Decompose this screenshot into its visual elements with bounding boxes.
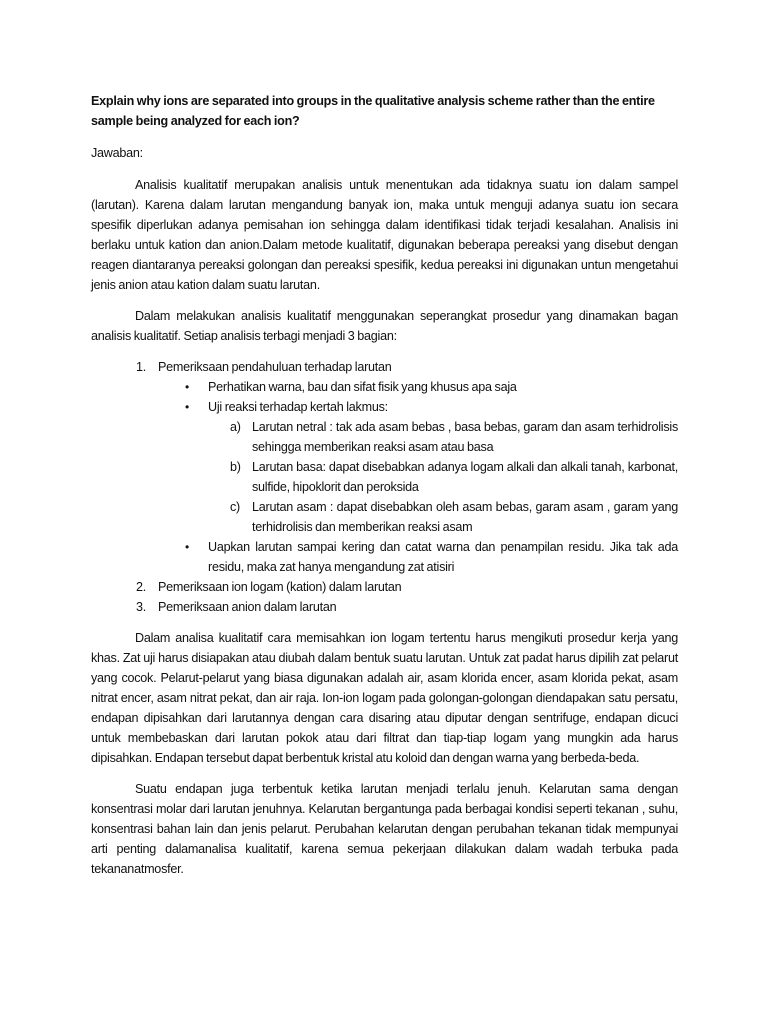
bullet-text: Perhatikan warna, bau dan sifat fisik yang khusus apa saja bbox=[208, 380, 517, 394]
step-label: Pemeriksaan anion dalam larutan bbox=[158, 600, 337, 614]
bullet-text: Uapkan larutan sampai kering dan catat warna dan penampilan residu. Jika tak ada residu, maka zat hanya mengandung zat atisiri bbox=[208, 540, 678, 574]
bullet-icon: • bbox=[185, 400, 189, 414]
step-label: Pemeriksaan pendahuluan terhadap larutan bbox=[158, 360, 392, 374]
paragraph-procedure: Dalam melakukan analisis kualitatif menggunakan seperangkat prosedur yang dinamakan bagan analisis kualitatif. Setiap analisis terbagi menjadi 3 bagian: bbox=[91, 309, 678, 343]
alpha-text: Larutan asam : dapat disebabkan oleh asam bebas, garam asam , garam yang terhidrolisis dan memberikan reaksi asam bbox=[252, 500, 678, 534]
step-item-2 bbox=[91, 577, 678, 597]
analysis-steps-list bbox=[91, 357, 678, 617]
step-marker: 1. bbox=[136, 360, 147, 374]
step-marker: 3. bbox=[136, 600, 147, 614]
step-1-bullets bbox=[158, 377, 678, 577]
step-item-3 bbox=[91, 597, 678, 617]
bullet-icon: • bbox=[185, 540, 189, 554]
paragraph-separation-method: Dalam analisa kualitatif cara memisahkan ion logam tertentu harus mengikuti prosedur kerja yang khas. Zat uji harus disiapakan atau diubah dalam bentuk suatu larutan. Untuk zat padat harus dipilih zat pelarut yang cocok. Pelarut-pelarut yang biasa digunakan adalah air, asam klorida encer, asam klorida pekat, asam nitrat encer, asam nitrat pekat, dan air raja. Ion-ion logam pada golongan-golongan diendapakan satu persatu, endapan dipisahkan dari larutannya dengan cara disaring atau diputar dengan sentrifuge, endapan dicuci untuk membebaskan dari larutan pokok atau dari filtrat dan tiap-tiap logam yang mungkin ada harus dipisahkan. Endapan tersebut dapat berbentuk kristal atu koloid dan dengan warna yang berbeda-beda. bbox=[91, 631, 678, 765]
alpha-marker: c) bbox=[230, 500, 240, 514]
answer-label: Jawaban: bbox=[91, 146, 143, 160]
step-item-1 bbox=[91, 357, 678, 577]
bullet-item bbox=[158, 377, 678, 397]
alpha-text: Larutan basa: dapat disebabkan adanya logam alkali dan alkali tanah, karbonat, sulfide, hipoklorit dan peroksida bbox=[252, 460, 678, 494]
alpha-marker: a) bbox=[230, 420, 241, 434]
question-heading: Explain why ions are separated into groups in the qualitative analysis scheme rather than the entire sample being analyzed for each ion? bbox=[91, 94, 655, 128]
litmus-item-a bbox=[208, 417, 678, 457]
alpha-text: Larutan netral : tak ada asam bebas , basa bebas, garam dan asam terhidrolisis sehingga memberikan reaksi asam atau basa bbox=[252, 420, 678, 454]
step-label: Pemeriksaan ion logam (kation) dalam larutan bbox=[158, 580, 402, 594]
bullet-item bbox=[158, 537, 678, 577]
litmus-item-b bbox=[208, 457, 678, 497]
litmus-results-list bbox=[208, 417, 678, 537]
alpha-marker: b) bbox=[230, 460, 241, 474]
paragraph-intro: Analisis kualitatif merupakan analisis untuk menentukan ada tidaknya suatu ion dalam sampel (larutan). Karena dalam larutan mengandung banyak ion, maka untuk menguji adanya suatu ion secara spesifik diperlukan adanya pemisahan ion sehingga dalam identifikasi tidak terjadi kesalahan. Analisis ini berlaku untuk kation dan anion.Dalam metode kualitatif, digunakan beberapa pereaksi yang disebut dengan reagen diantaranya pereaksi golongan dan pereaksi spesifik, kedua pereaksi ini digunakan untun mengetahui jenis anion atau kation dalam suatu larutan. bbox=[91, 178, 678, 292]
bullet-text: Uji reaksi terhadap kertah lakmus: bbox=[208, 400, 388, 414]
paragraph-solubility: Suatu endapan juga terbentuk ketika larutan menjadi terlalu jenuh. Kelarutan sama dengan konsentrasi molar dari larutan jenuhnya. Kelarutan bergantunga pada berbagai kondisi seperti tekanan , suhu, konsentrasi bahan lain dan jenis pelarut. Perubahan kelarutan dengan perubahan tekanan tidak mempunyai arti penting dalamanalisa kualitatif, karena semua pekerjaan dilakukan dalam wadah terbuka pada tekananatmosfer. bbox=[91, 782, 678, 876]
bullet-item bbox=[158, 397, 678, 537]
bullet-icon: • bbox=[185, 380, 189, 394]
document-page bbox=[91, 91, 678, 890]
litmus-item-c bbox=[208, 497, 678, 537]
step-marker: 2. bbox=[136, 580, 147, 594]
